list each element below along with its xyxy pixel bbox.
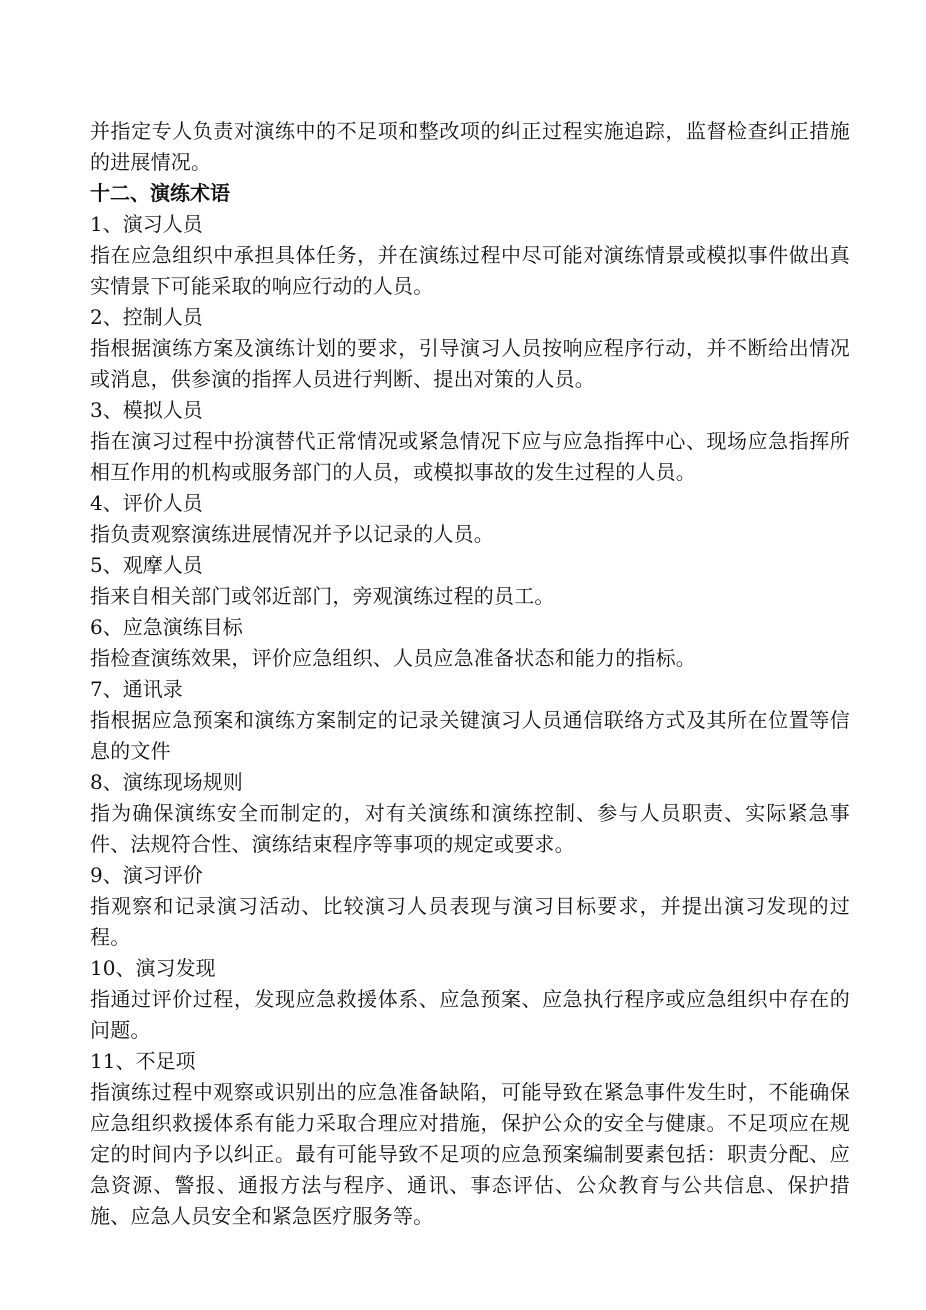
term-body: 指在演习过程中扮演替代正常情况或紧急情况下应与应急指挥中心、现场应急指挥所相互作用的机构或服务部门的人员，或模拟事故的发生过程的人员。 <box>90 429 850 484</box>
term-title: 10、演习发现 <box>90 956 216 980</box>
intro-paragraph: 并指定专人负责对演练中的不足项和整改项的纠正过程实施追踪，监督检查纠正措施的进展情况。 <box>90 119 850 174</box>
term-item <box>90 1046 850 1232</box>
term-title: 9、演习评价 <box>90 863 203 887</box>
term-body: 指在应急组织中承担具体任务，并在演练过程中尽可能对演练情景或模拟事件做出真实情景下可能采取的响应行动的人员。 <box>90 243 850 298</box>
term-title: 4、评价人员 <box>90 491 203 515</box>
term-item <box>90 395 850 488</box>
term-body: 指通过评价过程，发现应急救援体系、应急预案、应急执行程序或应急组织中存在的问题。 <box>90 987 850 1042</box>
term-item <box>90 953 850 1046</box>
term-item <box>90 767 850 860</box>
term-title: 6、应急演练目标 <box>90 615 243 639</box>
term-body: 指来自相关部门或邻近部门，旁观演练过程的员工。 <box>90 584 555 608</box>
section-heading: 十二、演练术语 <box>90 181 230 205</box>
document-page <box>90 116 850 1232</box>
term-item <box>90 209 850 302</box>
term-item <box>90 302 850 395</box>
term-title: 5、观摩人员 <box>90 553 203 577</box>
term-title: 1、演习人员 <box>90 212 203 236</box>
term-body: 指观察和记录演习活动、比较演习人员表现与演习目标要求，并提出演习发现的过程。 <box>90 894 850 949</box>
term-title: 3、模拟人员 <box>90 398 203 422</box>
term-item <box>90 674 850 767</box>
term-title: 2、控制人员 <box>90 305 203 329</box>
term-body: 指根据演练方案及演练计划的要求，引导演习人员按响应程序行动，并不断给出情况或消息，供参演的指挥人员进行判断、提出对策的人员。 <box>90 336 850 391</box>
term-title: 8、演练现场规则 <box>90 770 243 794</box>
term-body: 指检查演练效果，评价应急组织、人员应急准备状态和能力的指标。 <box>90 646 696 670</box>
term-body: 指为确保演练安全而制定的，对有关演练和演练控制、参与人员职责、实际紧急事件、法规符合性、演练结束程序等事项的规定或要求。 <box>90 801 850 856</box>
term-body: 指演练过程中观察或识别出的应急准备缺陷，可能导致在紧急事件发生时，不能确保应急组织救援体系有能力采取合理应对措施，保护公众的安全与健康。不足项应在规定的时间内予以纠正。最有可能导致不足项的应急预案编制要素包括：职责分配、应急资源、警报、通报方法与程序、通讯、事态评估、公众教育与公共信息、保护措施、应急人员安全和紧急医疗服务等。 <box>90 1080 850 1228</box>
term-item <box>90 860 850 953</box>
term-body: 指负责观察演练进展情况并予以记录的人员。 <box>90 522 494 546</box>
term-title: 7、通讯录 <box>90 677 183 701</box>
term-title: 11、不足项 <box>90 1049 196 1073</box>
term-item <box>90 612 850 674</box>
term-body: 指根据应急预案和演练方案制定的记录关键演习人员通信联络方式及其所在位置等信息的文件 <box>90 708 850 763</box>
term-item <box>90 488 850 550</box>
term-item <box>90 550 850 612</box>
